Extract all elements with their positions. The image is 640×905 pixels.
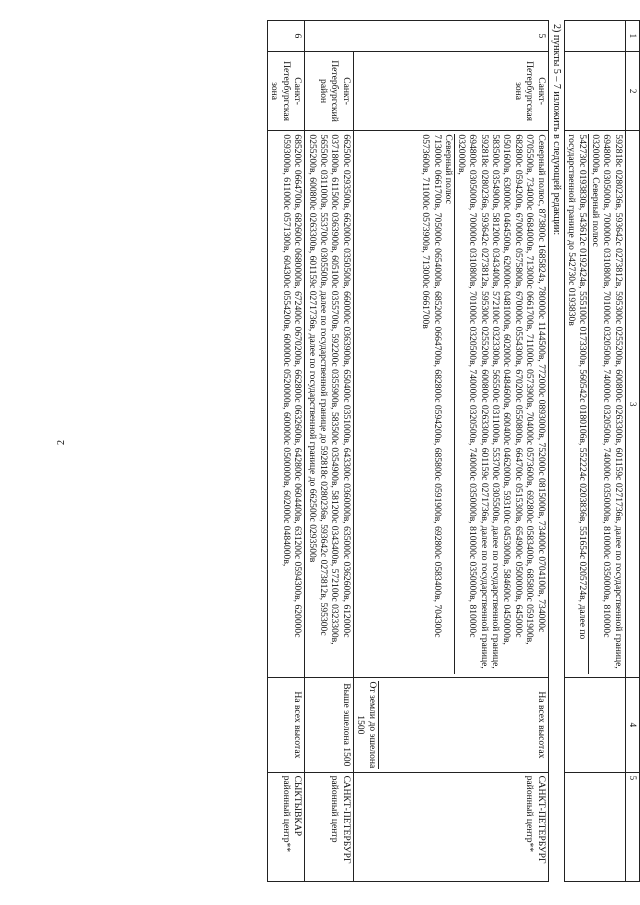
boundary-text: 662500с 0293500в, 662000с 0350500в, 660000с 0363900в, 650400с 0351000в, 643300с 0360000в, 635000с 0362600в, 612000с 0371800в, 611500с 0363900в, 605100с 0355700в, 592200с 0355900в, 583500с 0354900в, 581200с 0343400в, 572100с 0323300в, 565500с 0311000в, 553700с 0305500в, далее по государственной границе до 592818с 0280236в, 593642с 0273812в, 595300с 0255200в, 600800с 0263300в, 601159с 0271736в, далее по государственной границе до 662500с 0293500в bbox=[305, 131, 354, 678]
rotated-document-sheet bbox=[70, 20, 640, 882]
boundary-text: 713000с 0661700в, 705000с 0654000в, 685200с 0664700в, 682800с 0594200в, 685800с 0591900в, 692800с 0583400в, 704300с 0573600в, 711000с 0573900в, 713000с 0661700в bbox=[420, 134, 443, 638]
center-name: СЫКТЫВКАР районный центр** bbox=[267, 772, 304, 881]
boundary-text: Северный полюс, 873800с 1685824з, 780000с 1144500в, 772000с 0893000в, 752000с 0815000в, 734000с 0704100в, 734000с 0705500в, 734000с 0684000в, 713000с 0661700в, 711000с 0573900в, 704000с 0573600в, 692800с 0583400в, 685800с 0591900в, 682800с 0594200в, 670000с 0575800в, 670000с 0554300в, 670200с 0550800в, 664700с 0515300в, 654900с 0500000в, 645000с 0501600в, 630000с 0464500в, 620000с 0481000в, 602000с 0484600в, 600400с 0462000в, 593100с 0453000в, 584600с 0450000в, 583500с 0354900в, 581200с 0343400в, 572100с 0323300в, 565500с 0311000в, 553700с 0305500в, далее по государственной границе, 592818с 0280236в, 593642с 0273812в, 595300с 0255200в, 600800с 0263300в, 601159с 0271736в, далее по государственной границе, 694800с 0305000в, 700000с 0310800в, 701000с 0320500в, 740000с 0320500в, 740000с 0350000в, 810000с 0350000в, 810000с 0320000в, bbox=[455, 134, 547, 669]
heights: Выше эшелона 1500 bbox=[305, 678, 354, 772]
center-name: САНКТ-ПЕТЕРБУРГ районный центр bbox=[305, 772, 354, 881]
section-title: 2) пункты 5 – 7 изложить в следующей редакции: bbox=[550, 24, 562, 236]
col-header-3: 3 bbox=[625, 131, 639, 678]
heights: На всех высотах bbox=[267, 678, 304, 772]
page-number: 2 bbox=[56, 440, 67, 445]
zone-name: Санкт-Петербургский район bbox=[305, 51, 354, 131]
col-header-4: 4 bbox=[625, 678, 639, 772]
boundary-text: 592818с 0280236в, 593642с 0273812в, 595300с 0255200в, 600800с 0263300в, 601159с 0271736в, далее по государственной границе, 694800с 0305000в, 700000с 0310800в, 701000с 0320500в, 740000с 0320500в, 740000с 0350000в, 810000с 0350000в, 810000с 0320000в, Северный полюс bbox=[589, 134, 624, 669]
table-row bbox=[353, 21, 548, 882]
boundary-text: 542730с 0193830в, 543612с 0192424в, 555100с 0173300в, 560542с 0180106в, 552224с 0203836в, 551654с 0205724в, далее по государственной границе до 542730с 0193830в bbox=[566, 134, 590, 674]
alt-label: Северный полюс bbox=[443, 134, 455, 674]
airspace-table bbox=[267, 20, 549, 882]
row-number: 5 bbox=[305, 21, 548, 52]
col-header-5: 5 bbox=[625, 772, 639, 881]
header-row bbox=[625, 21, 639, 882]
zone-name: Санкт-Петербургская зона bbox=[267, 51, 304, 131]
boundary-text: 685200с 0664700в, 682600с 0680000в, 672400с 0670200в, 662800с 0632600в, 642800с 0604400в, 631200с 0594300в, 620000с 0593000в, 611000с 0571300в, 604300с 0554200в, 600000с 0520000в, 600000с 0500000в, 602000с 0484000в, bbox=[267, 131, 304, 678]
table-row bbox=[564, 21, 625, 882]
table-row bbox=[305, 21, 354, 882]
col-header-1: 1 bbox=[625, 21, 639, 52]
heights: От земли до эшелона 1500 bbox=[355, 681, 378, 769]
heights: На всех высотах bbox=[535, 691, 547, 759]
col-header-2: 2 bbox=[625, 51, 639, 131]
zone-name: Санкт-Петербургская зона bbox=[353, 51, 548, 131]
table-row bbox=[267, 21, 304, 882]
airspace-table bbox=[564, 20, 640, 882]
row-number: 6 bbox=[267, 21, 304, 52]
center-name: САНКТ-ПЕТЕРБУРГ районный центр** bbox=[353, 772, 548, 881]
